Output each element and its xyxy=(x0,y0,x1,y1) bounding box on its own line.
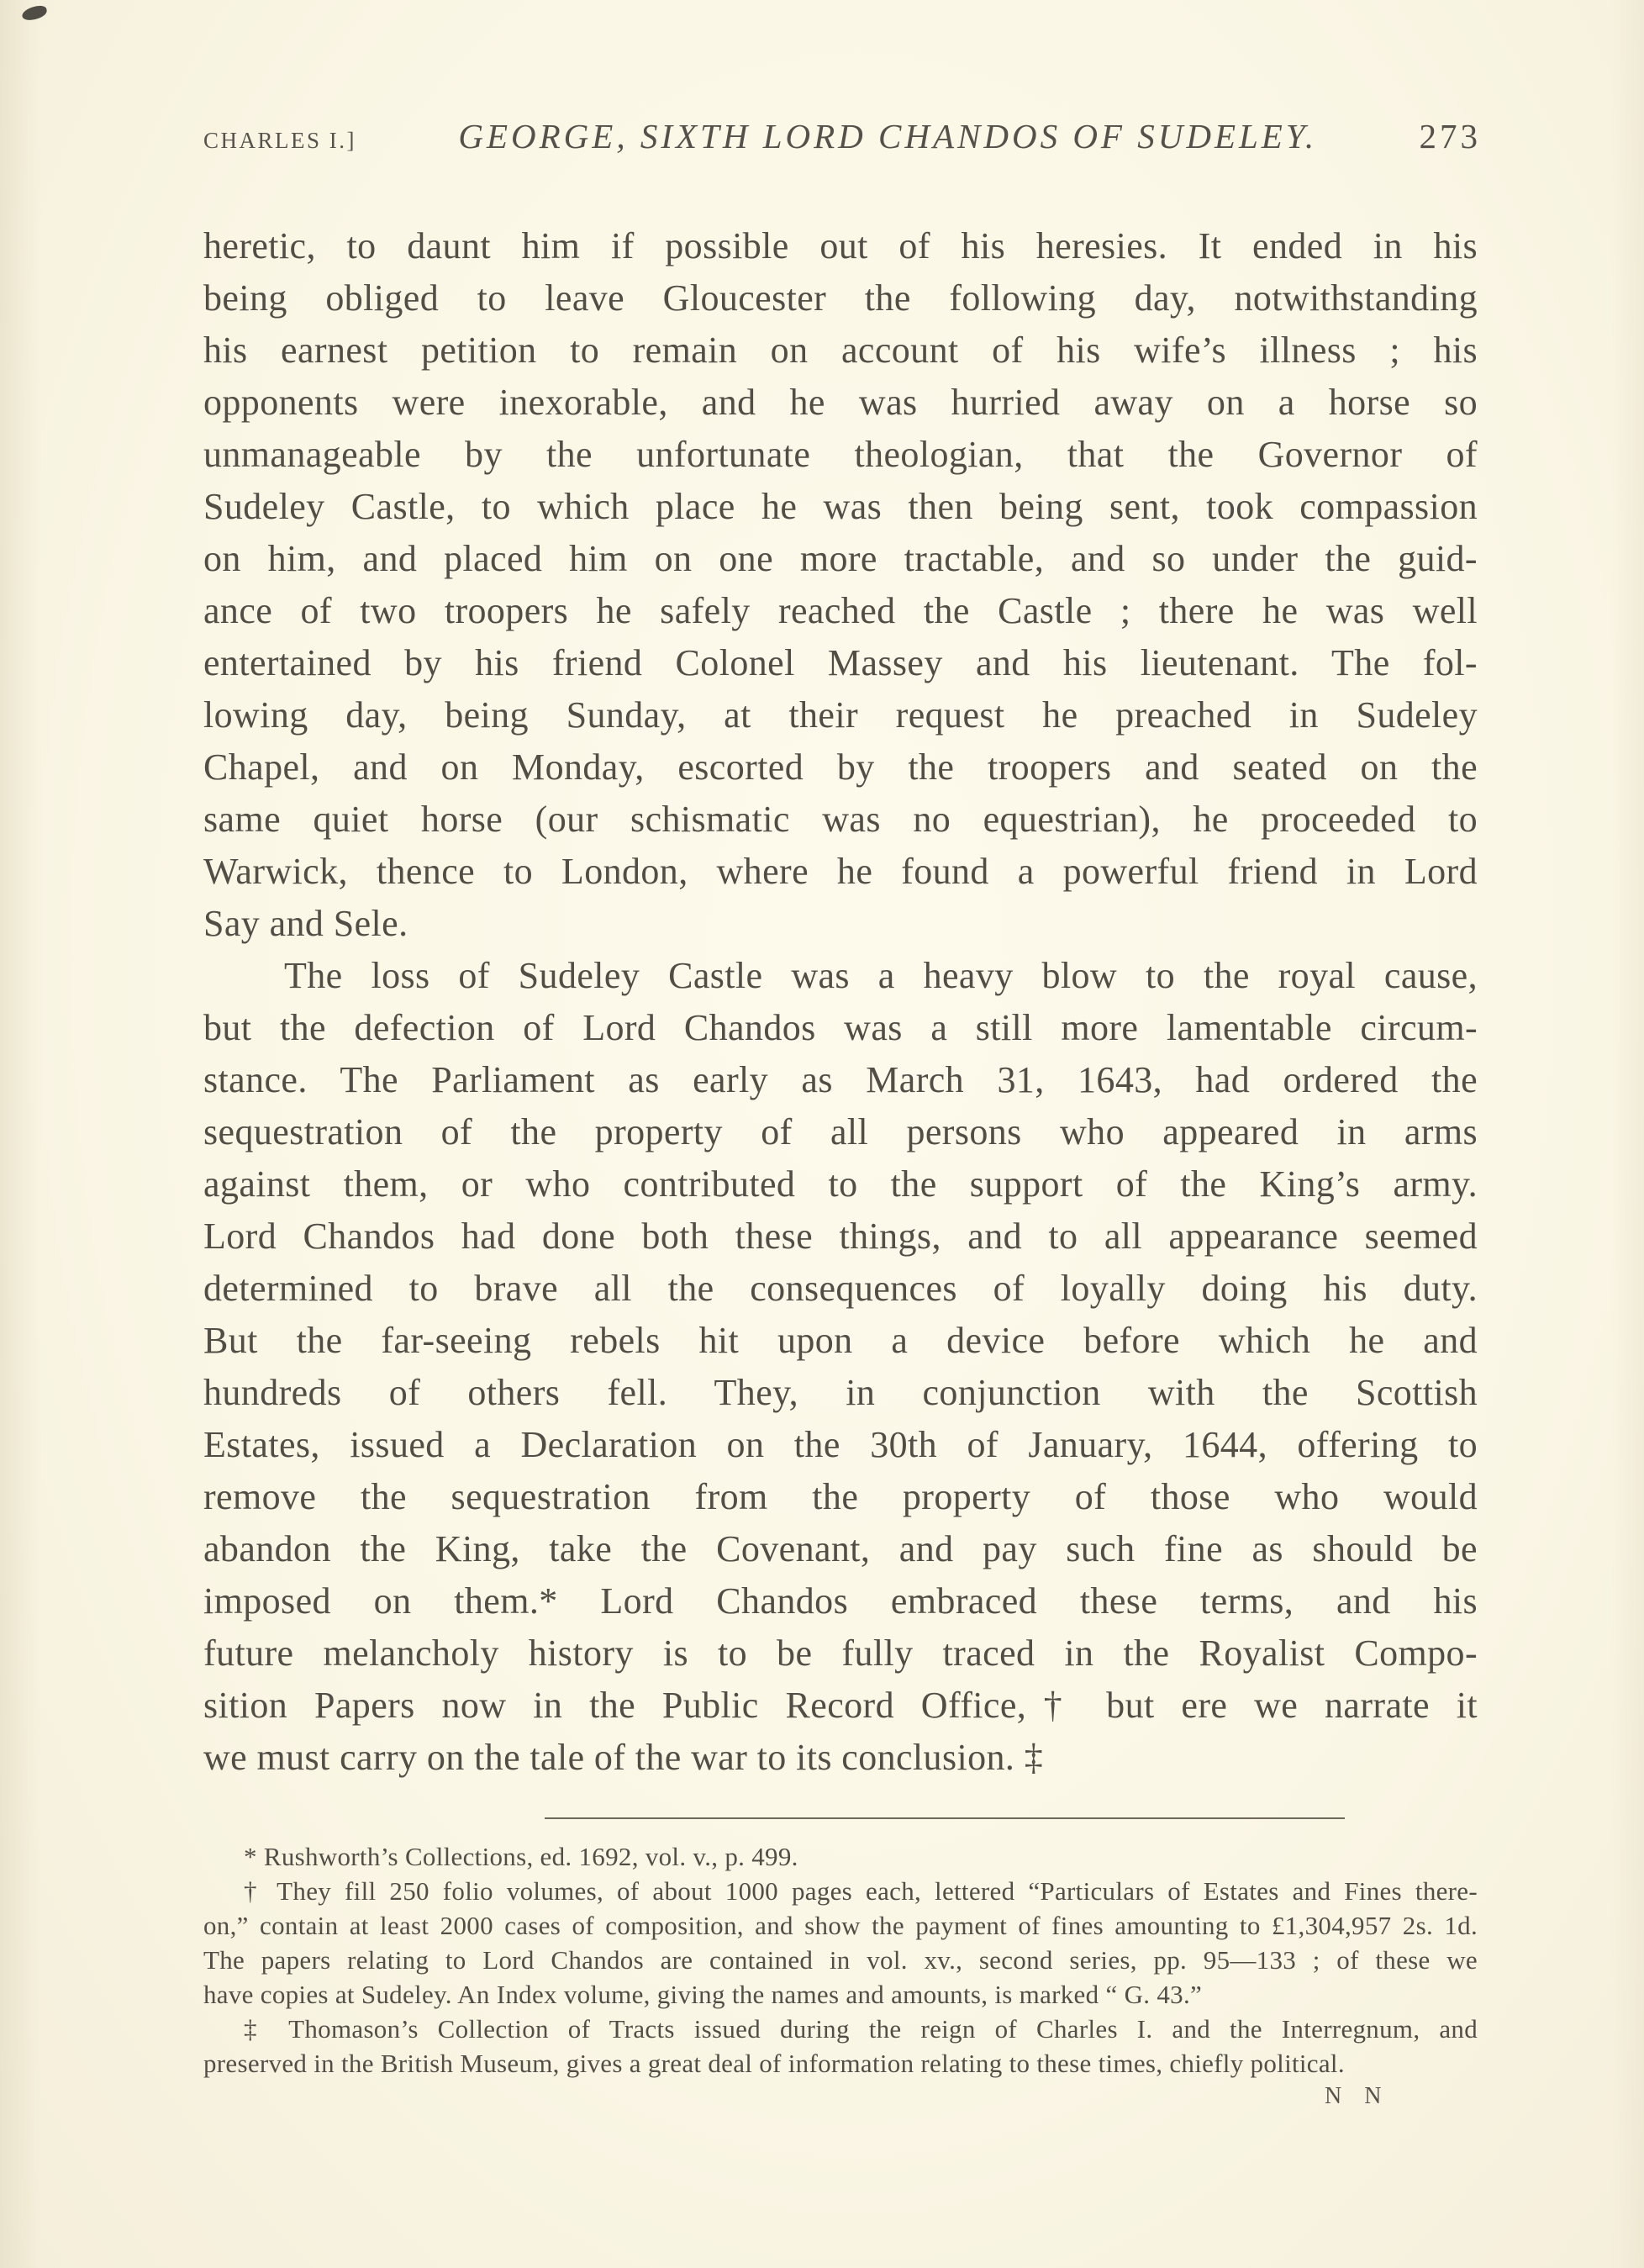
text-line: opponents were inexorable, and he was hurried away on a horse so xyxy=(203,382,1478,423)
text-line: but the defection of Lord Chandos was a still more lamentable circum- xyxy=(203,1007,1478,1048)
text-line: Estates, issued a Declaration on the 30th of January, 1644, offering to xyxy=(203,1424,1478,1465)
text-line: Sudeley Castle, to which place he was then being sent, took compassion xyxy=(203,486,1478,527)
text-line: we must carry on the tale of the war to its conclusion. ‡ xyxy=(203,1737,1044,1778)
text-line: hundreds of others fell. They, in conjunction with the Scottish xyxy=(203,1372,1478,1413)
footnote-line: have copies at Sudeley. An Index volume, giving the names and amounts, is marked “ G. 43.” xyxy=(203,1980,1203,2009)
text-line: But the far-seeing rebels hit upon a device before which he and xyxy=(203,1320,1478,1361)
footnote-line: * Rushworth’s Collections, ed. 1692, vol. v., p. 499. xyxy=(244,1842,798,1871)
signature-mark: N N xyxy=(1325,2083,1390,2109)
body-text xyxy=(203,220,1478,1784)
text-line: his earnest petition to remain on account of his wife’s illness ; his xyxy=(203,330,1478,371)
text-line: future melancholy history is to be fully traced in the Royalist Compo- xyxy=(203,1632,1478,1674)
running-header-left: CHARLES I.] xyxy=(203,128,356,153)
text-line: against them, or who contributed to the support of the King’s army. xyxy=(203,1163,1478,1205)
footnote-rule xyxy=(545,1817,1345,1819)
text-line: heretic, to daunt him if possible out of his heresies. It ended in his xyxy=(203,225,1478,266)
text-line: stance. The Parliament as early as March 31, 1643, had ordered the xyxy=(203,1059,1478,1100)
footnote-line: † They fill 250 folio volumes, of about 1000 pages each, lettered “Particulars of Estates and Fines there- xyxy=(244,1876,1478,1906)
page-header xyxy=(203,116,1481,156)
scan-artifact-speck xyxy=(21,4,48,22)
page-number: 273 xyxy=(1419,117,1481,156)
text-line: ance of two troopers he safely reached the Castle ; there he was well xyxy=(203,590,1478,631)
text-line: being obliged to leave Gloucester the following day, notwithstanding xyxy=(203,277,1478,319)
text-line: same quiet horse (our schismatic was no equestrian), he proceeded to xyxy=(203,799,1478,840)
text-line: The loss of Sudeley Castle was a heavy blow to the royal cause, xyxy=(284,955,1478,996)
running-header-title: GEORGE, SIXTH LORD CHANDOS OF SUDELEY. xyxy=(458,117,1318,156)
footnotes xyxy=(203,1839,1478,2081)
text-line: entertained by his friend Colonel Massey and his lieutenant. The fol- xyxy=(203,642,1478,683)
text-line: sition Papers now in the Public Record Office,† but ere we narrate it xyxy=(203,1685,1478,1726)
text-line: abandon the King, take the Covenant, and pay such fine as should be xyxy=(203,1528,1478,1569)
text-line: imposed on them.* Lord Chandos embraced these terms, and his xyxy=(203,1580,1478,1622)
text-line: Lord Chandos had done both these things, and to all appearance seemed xyxy=(203,1216,1478,1257)
text-line: Warwick, thence to London, where he found a powerful friend in Lord xyxy=(203,851,1478,892)
text-line: sequestration of the property of all persons who appeared in arms xyxy=(203,1111,1478,1152)
text-line: on him, and placed him on one more tractable, and so under the guid- xyxy=(203,538,1478,579)
text-line: remove the sequestration from the property of those who would xyxy=(203,1476,1478,1517)
text-line: determined to brave all the consequences of loyally doing his duty. xyxy=(203,1268,1478,1309)
footnote-line: on,” contain at least 2000 cases of composition, and show the payment of fines amounting to £1,304,957 2s. 1d. xyxy=(203,1911,1478,1940)
text-line: Say and Sele. xyxy=(203,903,408,944)
text-line: unmanageable by the unfortunate theologian, that the Governor of xyxy=(203,434,1478,475)
footnote-line: preserved in the British Museum, gives a great deal of information relating to these times, chiefly political. xyxy=(203,2049,1345,2078)
footnote-line: ‡ Thomason’s Collection of Tracts issued during the reign of Charles I. and the Interregnum, and xyxy=(244,2014,1478,2044)
footnote-line: The papers relating to Lord Chandos are contained in vol. xv., second series, pp. 95—133 ; of these we xyxy=(203,1945,1478,1975)
text-line: Chapel, and on Monday, escorted by the troopers and seated on the xyxy=(203,746,1478,788)
text-line: lowing day, being Sunday, at their request he preached in Sudeley xyxy=(203,694,1478,736)
